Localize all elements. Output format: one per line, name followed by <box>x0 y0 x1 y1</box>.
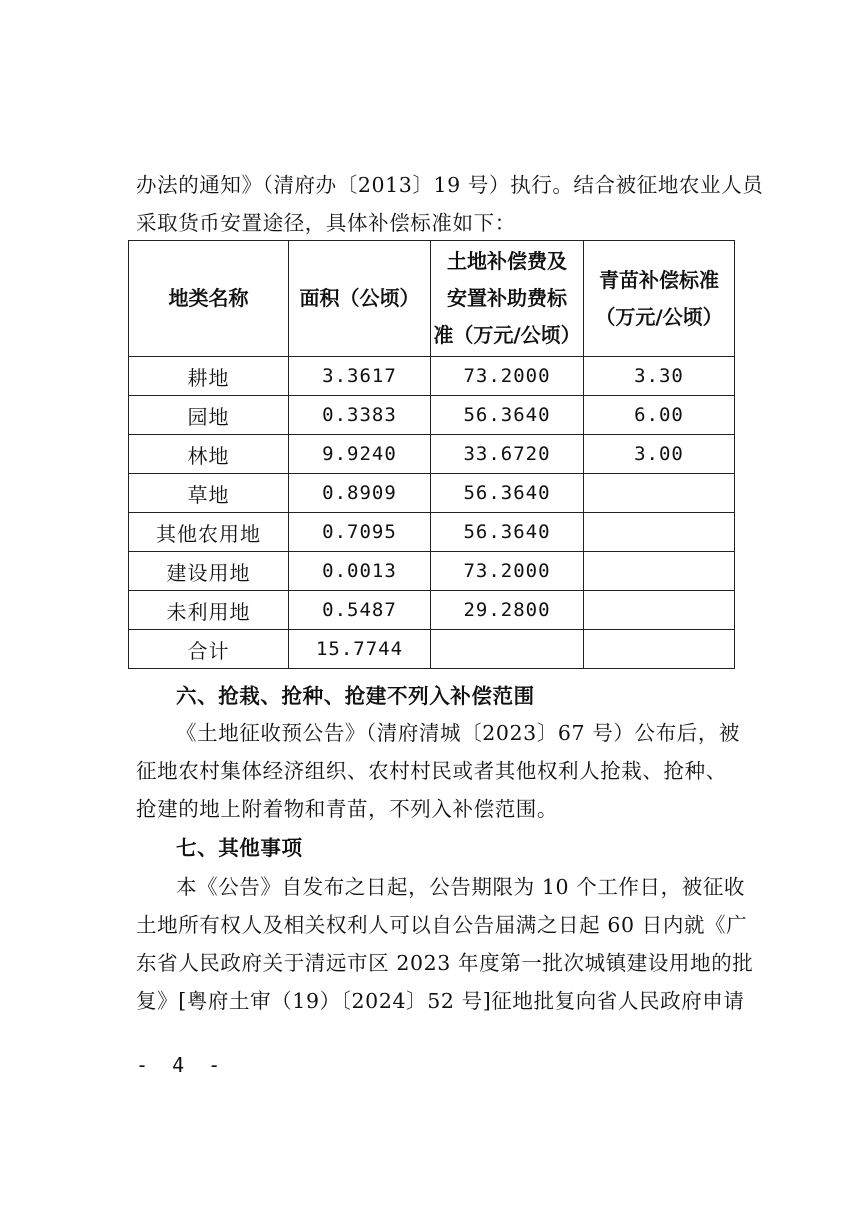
cell-crop <box>584 474 735 513</box>
table-row <box>129 435 735 474</box>
header-area: 面积（公顷） <box>289 241 431 357</box>
cell-compensation: 56.3640 <box>431 396 584 435</box>
table-row <box>129 591 735 630</box>
header-compensation <box>431 241 584 357</box>
header-compensation-line-3: 准（万元/公顷） <box>433 323 581 347</box>
cell-land-type: 草地 <box>129 474 289 513</box>
cell-compensation: 33.6720 <box>431 435 584 474</box>
cell-area: 0.8909 <box>289 474 431 513</box>
table-header-row <box>129 241 735 357</box>
cell-area: 0.0013 <box>289 552 431 591</box>
cell-area: 0.5487 <box>289 591 431 630</box>
section-6-line-2: 征地农村集体经济组织、农村村民或者其他权利人抢栽、抢种、 <box>136 759 727 783</box>
table-row <box>129 396 735 435</box>
cell-compensation: 73.2000 <box>431 357 584 396</box>
cell-land-type: 林地 <box>129 435 289 474</box>
cell-compensation: 73.2000 <box>431 552 584 591</box>
cell-crop <box>584 513 735 552</box>
cell-total-label: 合计 <box>129 630 289 669</box>
cell-land-type: 建设用地 <box>129 552 289 591</box>
header-crop-compensation <box>584 241 735 357</box>
cell-land-type: 园地 <box>129 396 289 435</box>
header-compensation-line-1: 土地补偿费及 <box>447 249 567 273</box>
header-land-type: 地类名称 <box>129 241 289 357</box>
cell-land-type: 耕地 <box>129 357 289 396</box>
header-compensation-line-2: 安置补助费标 <box>447 286 567 310</box>
cell-total-crop <box>584 630 735 669</box>
section-6-line-1: 《土地征收预公告》（清府清城〔2023〕67 号）公布后，被 <box>176 721 741 745</box>
compensation-table <box>128 240 735 669</box>
section-6-heading: 六、抢栽、抢种、抢建不列入补偿范围 <box>176 684 535 708</box>
cell-crop <box>584 552 735 591</box>
cell-compensation: 56.3640 <box>431 513 584 552</box>
table-total-row <box>129 630 735 669</box>
cell-land-type: 未利用地 <box>129 591 289 630</box>
section-6-line-3: 抢建的地上附着物和青苗，不列入补偿范围。 <box>136 797 558 821</box>
section-7-heading: 七、其他事项 <box>176 836 303 860</box>
section-7-line-2: 土地所有权人及相关权利人可以自公告届满之日起 60 日内就《广 <box>136 913 748 937</box>
cell-crop: 3.00 <box>584 435 735 474</box>
cell-area: 3.3617 <box>289 357 431 396</box>
intro-line-1: 办法的通知》（清府办〔2013〕19 号）执行。结合被征地农业人员 <box>136 173 764 197</box>
table-row <box>129 552 735 591</box>
cell-crop <box>584 591 735 630</box>
table-row <box>129 474 735 513</box>
cell-land-type: 其他农用地 <box>129 513 289 552</box>
table-row <box>129 513 735 552</box>
cell-area: 0.7095 <box>289 513 431 552</box>
table-row <box>129 357 735 396</box>
section-7-line-4: 复》[粤府土审（19）〔2024〕52 号]征地批复向省人民政府申请 <box>136 989 745 1013</box>
section-7-line-1: 本《公告》自发布之日起，公告期限为 10 个工作日，被征收 <box>176 875 746 899</box>
page-number: - 4 - <box>136 1053 227 1077</box>
header-crop-line-1: 青苗补偿标准 <box>599 267 719 292</box>
cell-crop: 3.30 <box>584 357 735 396</box>
cell-total-area: 15.7744 <box>289 630 431 669</box>
cell-crop: 6.00 <box>584 396 735 435</box>
section-7-line-3: 东省人民政府关于清远市区 2023 年度第一批次城镇建设用地的批 <box>136 951 754 975</box>
cell-area: 9.9240 <box>289 435 431 474</box>
cell-compensation: 29.2800 <box>431 591 584 630</box>
intro-line-2: 采取货币安置途径，具体补偿标准如下： <box>136 211 516 235</box>
cell-area: 0.3383 <box>289 396 431 435</box>
cell-compensation: 56.3640 <box>431 474 584 513</box>
header-crop-line-2: （万元/公顷） <box>595 304 723 329</box>
cell-total-compensation <box>431 630 584 669</box>
